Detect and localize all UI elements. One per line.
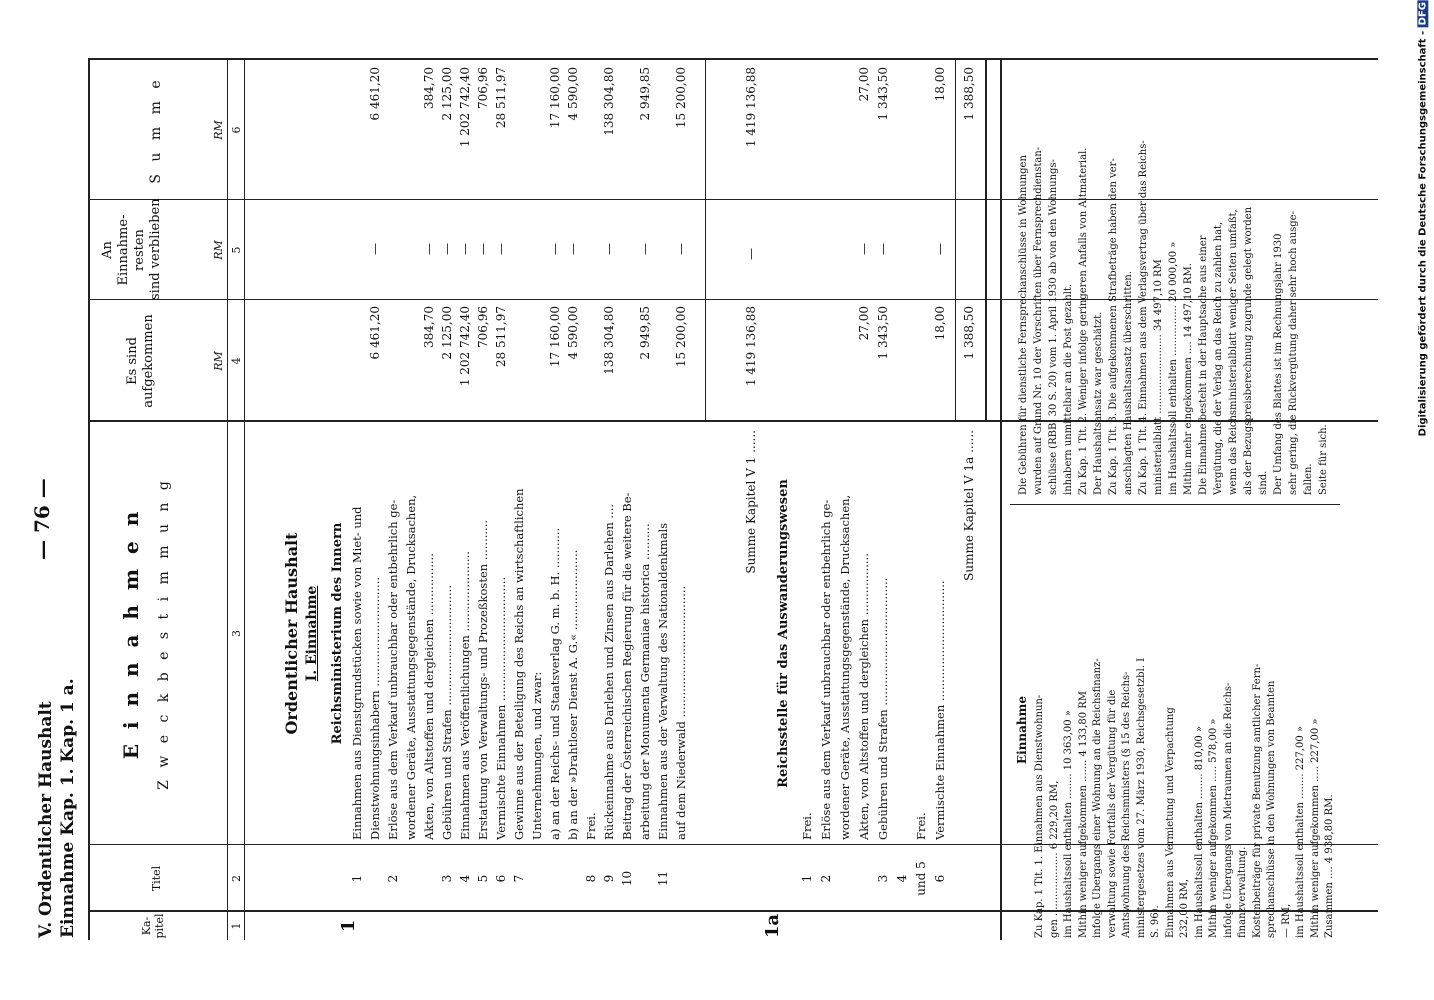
kap1a-aufgekommen: 1 343,50 [876,306,890,360]
unit-6: RM [212,120,225,140]
notesLeft-line: ministergesetzes vom 27. März 1930, Reichsgesetzbl. I [1135,657,1147,938]
notesRight-line: Die Einnahme besteht in der Hauptsache aus einer [1198,235,1209,495]
table-top-rule [88,60,90,940]
kap1-summe: 1 202 742,40 [458,67,472,148]
notesRight-line: als der Bezugspreisberechnung zugrunde gelegt worden [1243,206,1254,495]
kap1a-reste-dash: — [857,243,871,255]
kap1-text: Einnahmen aus Veröffentlichungen ...................... [458,551,472,840]
kap1-text: Einnahmen aus Dienstgrundstücken sowie von Miet- und [350,506,364,840]
kap1-reste-dash: — [638,243,652,255]
kap1-text: Vermischte Einnahmen .................................. [494,576,508,840]
sum1a-rule-top [955,60,956,422]
kap1-aufgekommen: 384,70 [422,306,436,348]
kap1-text: wordener Geräte, Ausstattungsgegenstände, Drucksachen, [404,494,418,840]
colnum-2: 2 [230,875,243,882]
kap1a-titel: 1 [800,874,814,883]
notesRight-line: Die Gebühren für dienstliche Fernsprechanschlüsse in Wohnungen [1018,155,1029,495]
kap1-titel: 5 [476,874,490,883]
kap1a-titel: 2 [819,874,833,883]
header-number-rule [227,60,228,940]
notesRight-line: anschlagten Haushaltsansatz überschritten. [1123,271,1134,495]
kap1-text: Erlöse aus dem Verkauf unbrauchbar oder entbehrlich ge- [386,499,400,840]
kap1-reste-dash: — [548,243,562,255]
notesLeft-line: Mithin weniger aufgekommen ....... 4 133,80 RM [1077,690,1089,938]
kap1-titel: 2 [386,874,400,883]
kap1a-name: Reichsstelle für das Auswanderungswesen [776,479,791,788]
kap1-reste-dash: — [422,243,436,255]
notesRight-line: Vergütung, die der Verlag an das Reich zu zahlen hat, [1213,221,1224,495]
kap1-reste-dash: — [440,243,454,255]
kap1a-number: 1a [762,913,783,939]
sum1-s: 1 419 136,88 [744,67,758,148]
notesLeft-line: Zusammen .... 4 938,80 RM. [1324,794,1335,938]
kap1-text: Unternehmungen, und zwar: [530,671,544,840]
kap1-reste-dash: — [602,243,616,255]
notesLeft-line: — RM, [1280,903,1292,938]
notesRight-line: wenn das Reichsministerialblatt weniger Seiten umfaßt, [1228,209,1239,495]
kap1-aufgekommen: 2 125,00 [440,306,454,360]
col-summe: S u m m e [148,76,164,184]
kap1-titel: 11 [656,870,670,887]
notesRight-line: ministerialblatt ......................... 34 497,10 RM [1153,259,1164,495]
notesLeft-line: 232,00 RM, [1179,878,1190,938]
kap1-summe: 384,70 [422,67,436,109]
notesLeft-line: sprechanschlüsse in den Wohnungen von Beamten [1266,680,1277,938]
kap1-titel: 6 [494,874,508,883]
colnum-4: 4 [230,357,243,365]
notes-left-heading: Einnahme [1015,696,1029,764]
kap1-summe: 2 949,85 [638,67,652,121]
kap1-reste-dash: — [476,243,490,255]
notesLeft-line: im Haushaltssoll enthalten ........ 227,00 » [1295,725,1306,938]
notesRight-line: Zu Kap. 1 Tit. 4. Einnahmen aus dem Verlagsvertrag über das Reichs- [1138,140,1149,495]
notesRight-line: schlüsse (RBB. 30 S. 20) vom 1. April 1930 ab von den Wohnungs- [1048,159,1059,495]
col-aufgekommen: Es sind aufgekommen [125,314,156,408]
kap1-reste-dash: — [566,243,580,255]
kap1-titel: 10 [620,870,634,887]
unit-5: RM [212,240,225,260]
notesRight-line: im Haushaltssoll enthalten ................ 20 000,00 » [1168,241,1179,495]
kap1-titel: 9 [602,874,616,883]
kap1-reste-dash: — [494,243,508,255]
kap1-text: Akten, von Altstoffen und dergleichen ................. [422,553,436,840]
kap1a-reste-dash: — [876,243,890,255]
notesRight-line: sehr gering, die Rückvergütung daher sehr hoch ausge- [1288,211,1299,495]
notesLeft-line: Amtswohnung des Reichsministers (§ 15 des Reichs- [1121,671,1132,938]
kap1-text: Gebühren und Strafen ................................. [440,585,454,840]
kap1a-text: Erlöse aus dem Verkauf unbrauchbar oder entbehrlich ge- [819,499,833,840]
kap1a-text: wordener Geräte, Ausstattungsgegenstände, Drucksachen, [838,494,852,840]
kap1-summe: 4 590,00 [566,67,580,121]
kap1-aufgekommen: 706,96 [476,306,490,348]
kap1-aufgekommen: 28 511,97 [494,306,508,368]
notesLeft-line: Mithin weniger aufgekommen ..... 227,00 » [1309,718,1321,938]
dfg-logo: DFG [1417,2,1428,26]
notesRight-line: Der Umfang des Blattes ist im Rechnungsjahr 1930 [1273,233,1284,495]
colnum-6: 6 [230,126,243,134]
header-left-1: V. Ordentlicher Haushalt [36,701,56,938]
col-titel: Titel [150,865,163,892]
kap1a-titel: und 5 [914,861,928,896]
kap1a-text: Frei. [914,812,928,840]
kap1-aufgekommen: 6 461,20 [368,306,382,360]
kap1-text: Erstattung von Verwaltungs- und Prozeßkosten ........... [476,519,490,840]
sum1-rule [705,60,706,422]
kap1-aufgekommen: 15 200,00 [674,306,688,368]
section-title-2: I. Einnahme [304,585,320,682]
sum1-dash: — [744,248,758,260]
notes-divider [1010,504,1340,505]
kap1a-text: Akten, von Altstoffen und dergleichen ................. [857,553,871,840]
sum1a-rule-bottom [985,60,987,422]
kap1-reste-dash: — [368,243,382,255]
kap1-text: a) an der Reichs- und Staatsverlag G. m. b. H. ........... [548,527,562,840]
kap1-titel: 7 [512,874,526,883]
col-main-title: E i n n a h m e n [119,507,143,760]
notesRight-line: wurden auf Grund Nr. 10 der Vorschriften über Fernsprechdienstan- [1033,146,1044,495]
dfg-credit-text: Digitalisierung gefördert durch die Deutsche Forschungsgemeinschaft - [1417,30,1428,437]
kap1-text: Dienstwohnungsinhabern .............................. [368,576,382,840]
table-bottom-rule [1000,60,1002,940]
notesLeft-line: gen .................... 6 229,20 RM, [1048,780,1060,938]
notesLeft-line: S. 96). [1150,905,1161,938]
kap1-text: arbeitung der Monumenta Germaniae historica .......... [638,523,652,840]
notesLeft-line: verwaltung sowie Fortfalls der Vergütung für die [1106,689,1118,938]
kap1a-aufgekommen: 18,00 [933,306,947,341]
kap1-summe: 15 200,00 [674,67,688,129]
notesLeft-line: Mithin weniger aufgekommen ..... 578,00 » [1208,718,1219,938]
kap1a-text: Vermischte Einnahmen ................................. [933,580,947,840]
page-number: — 76 — [30,478,54,560]
notesRight-line: Mithin mehr eingekommen .... 14 497,10 RM. [1183,263,1194,495]
section-title-1: Ordentlicher Haushalt [282,532,301,735]
kap1a-titel: 6 [933,874,947,883]
kap1-titel: 3 [440,874,454,883]
notesLeft-line: im Haushaltssoll enthalten ........ 10 363,00 » [1063,710,1074,938]
kap1a-summe: 27,00 [857,67,871,102]
colnum-1: 1 [230,922,243,930]
notesLeft-line: im Haushaltssoll enthalten ........ 810,00 » [1193,725,1205,938]
kap1a-titel: 4 [895,874,909,883]
kap1-text: Frei. [584,812,598,840]
notesLeft-line: Kostenbeiträge für private Benutzung amtlicher Fern- [1251,663,1263,938]
notesLeft-line: infolge Übergangs von Mietraumen an die Reichs- [1222,682,1234,938]
kap1a-summe: 18,00 [933,67,947,102]
colnum-3: 3 [230,630,243,637]
kap1-summe: 2 125,00 [440,67,454,121]
kap1-summe: 138 304,80 [602,67,616,136]
sum1-a: 1 419 136,88 [744,306,758,387]
kap1-titel: 1 [350,874,364,883]
notesLeft-line: Zu Kap. 1 Tit. 1. Einnahmen aus Dienstwohnun- [1034,694,1045,938]
kap1-aufgekommen: 2 949,85 [638,306,652,360]
notesRight-line: sind. [1258,470,1269,495]
kap1-summe: 17 160,00 [548,67,562,129]
kap1-number: 1 [338,919,359,933]
notesRight-line: Der Haushaltsansatz war geschätzt. [1093,311,1104,495]
notesRight-line: inhabern unmittelbar an die Post gezahlt. [1063,283,1074,495]
notesLeft-line: Einnahmen aus Vermietung und Verpachtung [1164,707,1176,938]
kap1-text: Einnahmen aus der Verwaltung des Nationaldenkmals [656,522,670,840]
notesRight-line: Zu Kap. 1 Tit. 2. Weniger infolge geringeren Anfalls von Altmaterial. [1078,147,1089,495]
kap1-summe: 28 511,97 [494,67,508,129]
header-left-2: Einnahme Kap. 1. Kap. 1 a. [58,678,78,938]
kap1a-aufgekommen: 27,00 [857,306,871,341]
kap1-reste-dash: — [674,243,688,255]
kap1-reste-dash: — [458,243,472,255]
kap1a-titel: 3 [876,874,890,883]
sum1-label: Summe Kapitel V 1 ...... [744,430,758,574]
kap1-text: Gewinne aus der Beteiligung des Reichs an wirtschaftlichen [512,488,526,840]
notesRight-line: fallen. [1303,463,1314,495]
kap1-aufgekommen: 1 202 742,40 [458,306,472,387]
col-reste: An Einnahme- resten sind verblieben [100,198,163,300]
kap1-name: Reichsministerium des Innern [330,522,345,745]
notesLeft-line: infolge Übergangs einer Wohnung an die Reichsfinanz- [1092,658,1103,938]
kap1-aufgekommen: 138 304,80 [602,306,616,375]
notesLeft-line: finanzverwaltung. [1237,846,1248,938]
sum1a-a: 1 388,50 [962,306,976,360]
unit-4: RM [212,351,225,371]
kap1-summe: 6 461,20 [368,67,382,121]
kap1a-reste-dash: — [933,243,947,255]
kap1-text: Beitrag der Österreichischen Regierung für die weitere Be- [620,492,634,840]
kap1a-text: Frei. [800,812,814,840]
header-bottom-rule [244,60,245,940]
sum1a-label: Summe Kapitel V 1a ...... [962,430,976,581]
col-main-sub: Z w e c k b e s t i m m u n g [156,477,172,790]
kap1a-summe: 1 343,50 [876,67,890,121]
kap1-text: b) an der »Drahtloser Dienst A. G.« ...................... [566,549,580,840]
notesRight-line: Seite für sich. [1318,424,1329,495]
kap1a-text: Gebühren und Strafen ................................... [876,577,890,840]
colnum-5: 5 [230,246,243,254]
dfg-credit [1417,0,1428,436]
kap1-aufgekommen: 4 590,00 [566,306,580,360]
kap1-titel: 8 [584,874,598,883]
kap1-aufgekommen: 17 160,00 [548,306,562,368]
notesRight-line: Zu Kap. 1 Tit. 3. Die aufgekommenen Strafbeträge haben den ver- [1108,158,1119,495]
kap1-text: auf dem Niederwald .................................... [674,585,688,840]
kap1-summe: 706,96 [476,67,490,109]
kap1-titel: 4 [458,874,472,883]
kap1-text: Rückeinnahme aus Darlehen und Zinsen aus Darlehen .... [602,504,616,840]
col-kapitel: Ka- pitel [140,913,166,939]
sum1a-s: 1 388,50 [962,67,976,121]
